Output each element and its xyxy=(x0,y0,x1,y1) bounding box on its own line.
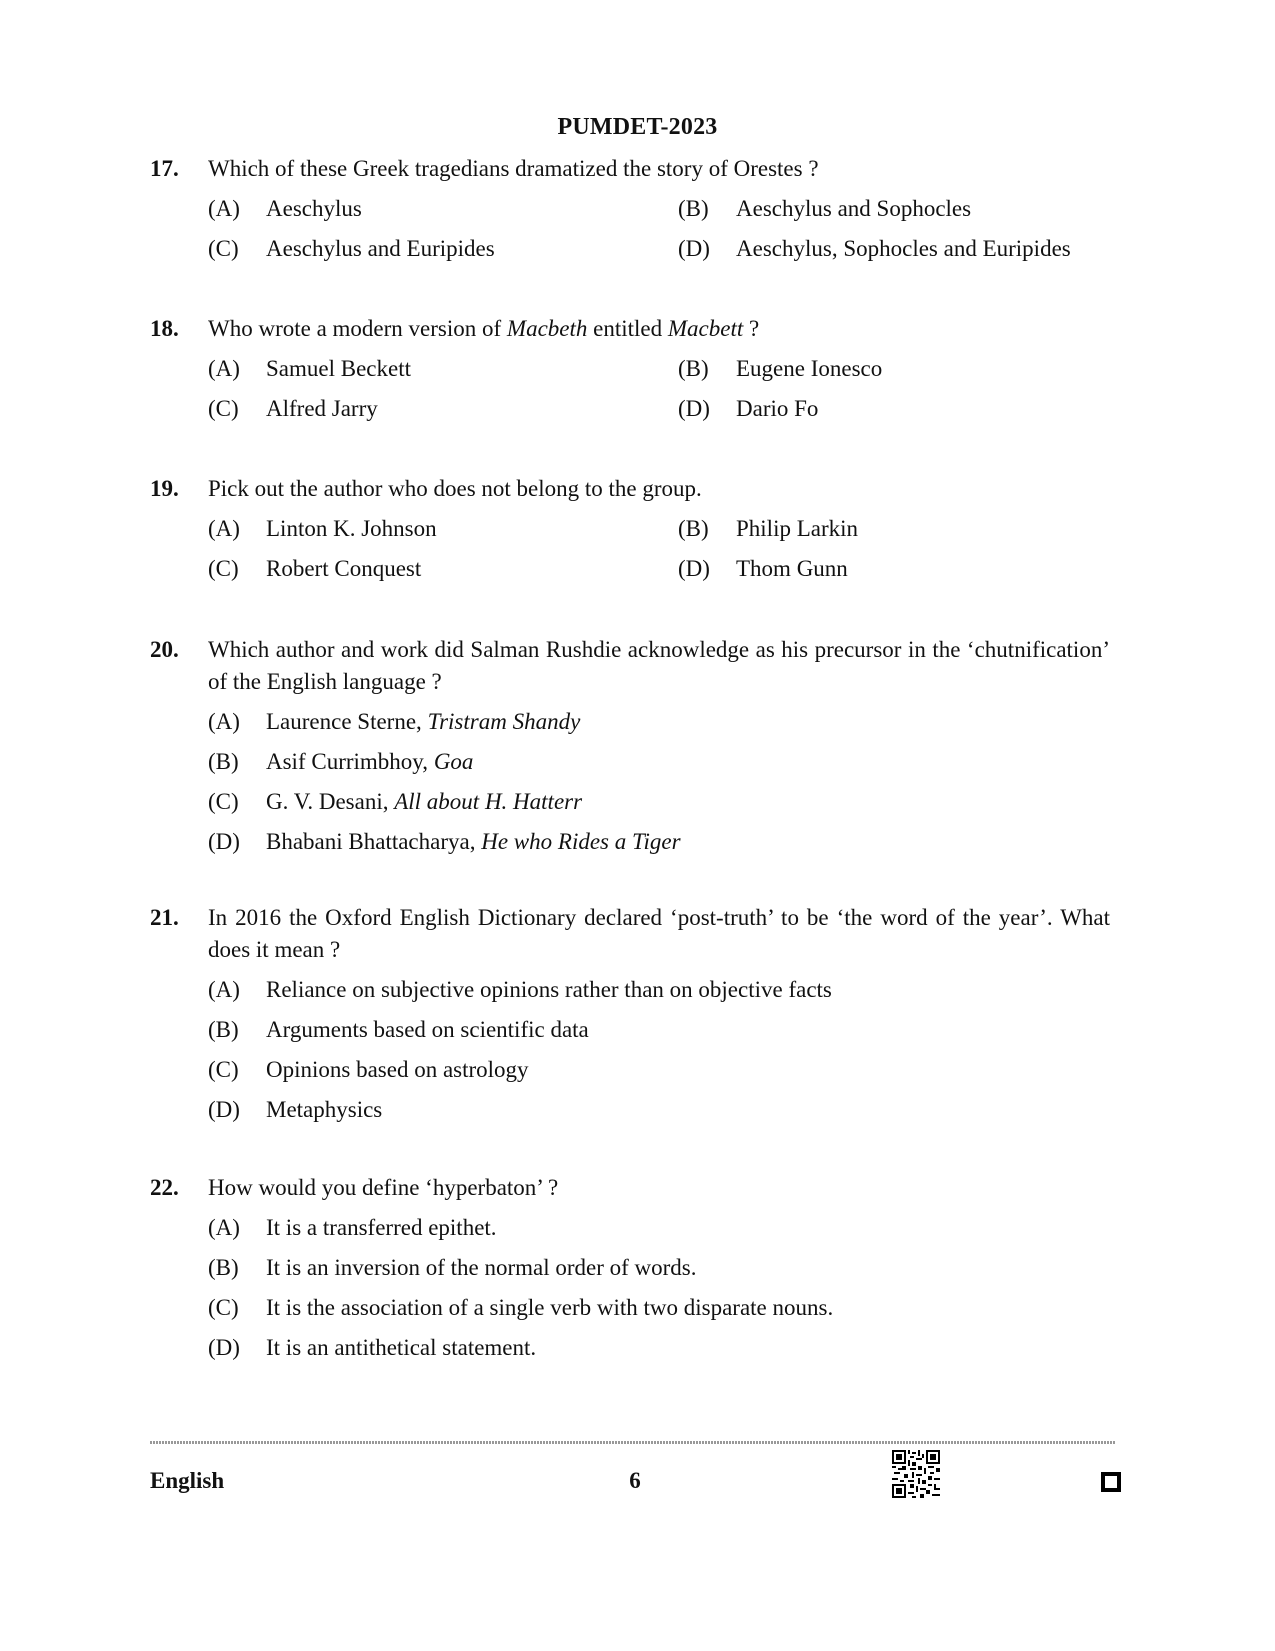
option-d[interactable]: (D) Dario Fo xyxy=(678,396,819,421)
work-title: Macbett xyxy=(667,316,744,341)
option-a[interactable]: (A) Aeschylus xyxy=(208,196,362,221)
question-18 xyxy=(150,313,1110,425)
work-title: Macbeth xyxy=(506,316,588,341)
option-a[interactable]: (A) Reliance on subjective opinions rather than on objective facts xyxy=(208,977,832,1002)
question-text: Who wrote a modern version of Macbeth entitled Macbett ? xyxy=(208,316,760,341)
question-text: In 2016 the Oxford English Dictionary declared ‘post-truth’ to be ‘the word of the year’. What does it mean ? xyxy=(208,905,1110,962)
question-text: How would you define ‘hyperbaton’ ? xyxy=(208,1175,559,1200)
question-number: 20. xyxy=(150,637,179,662)
option-a[interactable]: (A) Samuel Beckett xyxy=(208,356,411,381)
question-21 xyxy=(150,902,1110,1134)
question-22 xyxy=(150,1172,1110,1372)
option-d[interactable]: (D) It is an antithetical statement. xyxy=(208,1335,537,1360)
question-number: 17. xyxy=(150,156,179,181)
options xyxy=(208,974,1110,1126)
option-b[interactable]: (B) Philip Larkin xyxy=(678,516,859,541)
options xyxy=(208,706,1110,858)
option-d[interactable]: (D) Metaphysics xyxy=(208,1097,383,1122)
options xyxy=(208,513,1110,585)
qr-code-icon xyxy=(892,1450,940,1498)
options xyxy=(208,1212,1110,1364)
square-marker-icon xyxy=(1101,1472,1121,1492)
question-20 xyxy=(150,634,1110,866)
options xyxy=(208,193,1110,265)
option-c[interactable]: (C) Alfred Jarry xyxy=(208,396,378,421)
option-c[interactable]: (C) Robert Conquest xyxy=(208,556,422,581)
option-a[interactable]: (A) Linton K. Johnson xyxy=(208,516,437,541)
question-text: Which author and work did Salman Rushdie acknowledge as his precursor in the ‘chutnification’ of the English language ? xyxy=(208,637,1110,694)
question-number: 21. xyxy=(150,905,179,930)
option-d[interactable]: (D) Bhabani Bhattacharya, He who Rides a Tiger xyxy=(208,829,681,854)
option-b[interactable]: (B) It is an inversion of the normal order of words. xyxy=(208,1255,697,1280)
option-d[interactable]: (D) Aeschylus, Sophocles and Euripides xyxy=(678,236,1071,261)
option-b[interactable]: (B) Eugene Ionesco xyxy=(678,356,883,381)
option-c[interactable]: (C) G. V. Desani, All about H. Hatterr xyxy=(208,789,583,814)
question-19 xyxy=(150,473,1110,585)
option-b[interactable]: (B) Arguments based on scientific data xyxy=(208,1017,589,1042)
option-a[interactable]: (A) It is a transferred epithet. xyxy=(208,1215,497,1240)
options xyxy=(208,353,1110,425)
question-text: Pick out the author who does not belong to the group. xyxy=(208,476,702,501)
option-b[interactable]: (B) Asif Currimbhoy, Goa xyxy=(208,749,474,774)
question-text: Which of these Greek tragedians dramatized the story of Orestes ? xyxy=(208,156,819,181)
option-a[interactable]: (A) Laurence Sterne, Tristram Shandy xyxy=(208,709,581,734)
question-number: 22. xyxy=(150,1175,179,1200)
option-c[interactable]: (C) Opinions based on astrology xyxy=(208,1057,529,1082)
question-17 xyxy=(150,153,1110,265)
option-b[interactable]: (B) Aeschylus and Sophocles xyxy=(678,196,972,221)
page-title: PUMDET-2023 xyxy=(557,114,718,140)
footer-subject: English xyxy=(150,1468,225,1493)
question-number: 18. xyxy=(150,316,179,341)
option-c[interactable]: (C) It is the association of a single verb with two disparate nouns. xyxy=(208,1295,834,1320)
page-number: 6 xyxy=(629,1468,641,1493)
footer-divider xyxy=(150,1441,1116,1444)
option-d[interactable]: (D) Thom Gunn xyxy=(678,556,848,581)
question-number: 19. xyxy=(150,476,179,501)
option-c[interactable]: (C) Aeschylus and Euripides xyxy=(208,236,495,261)
